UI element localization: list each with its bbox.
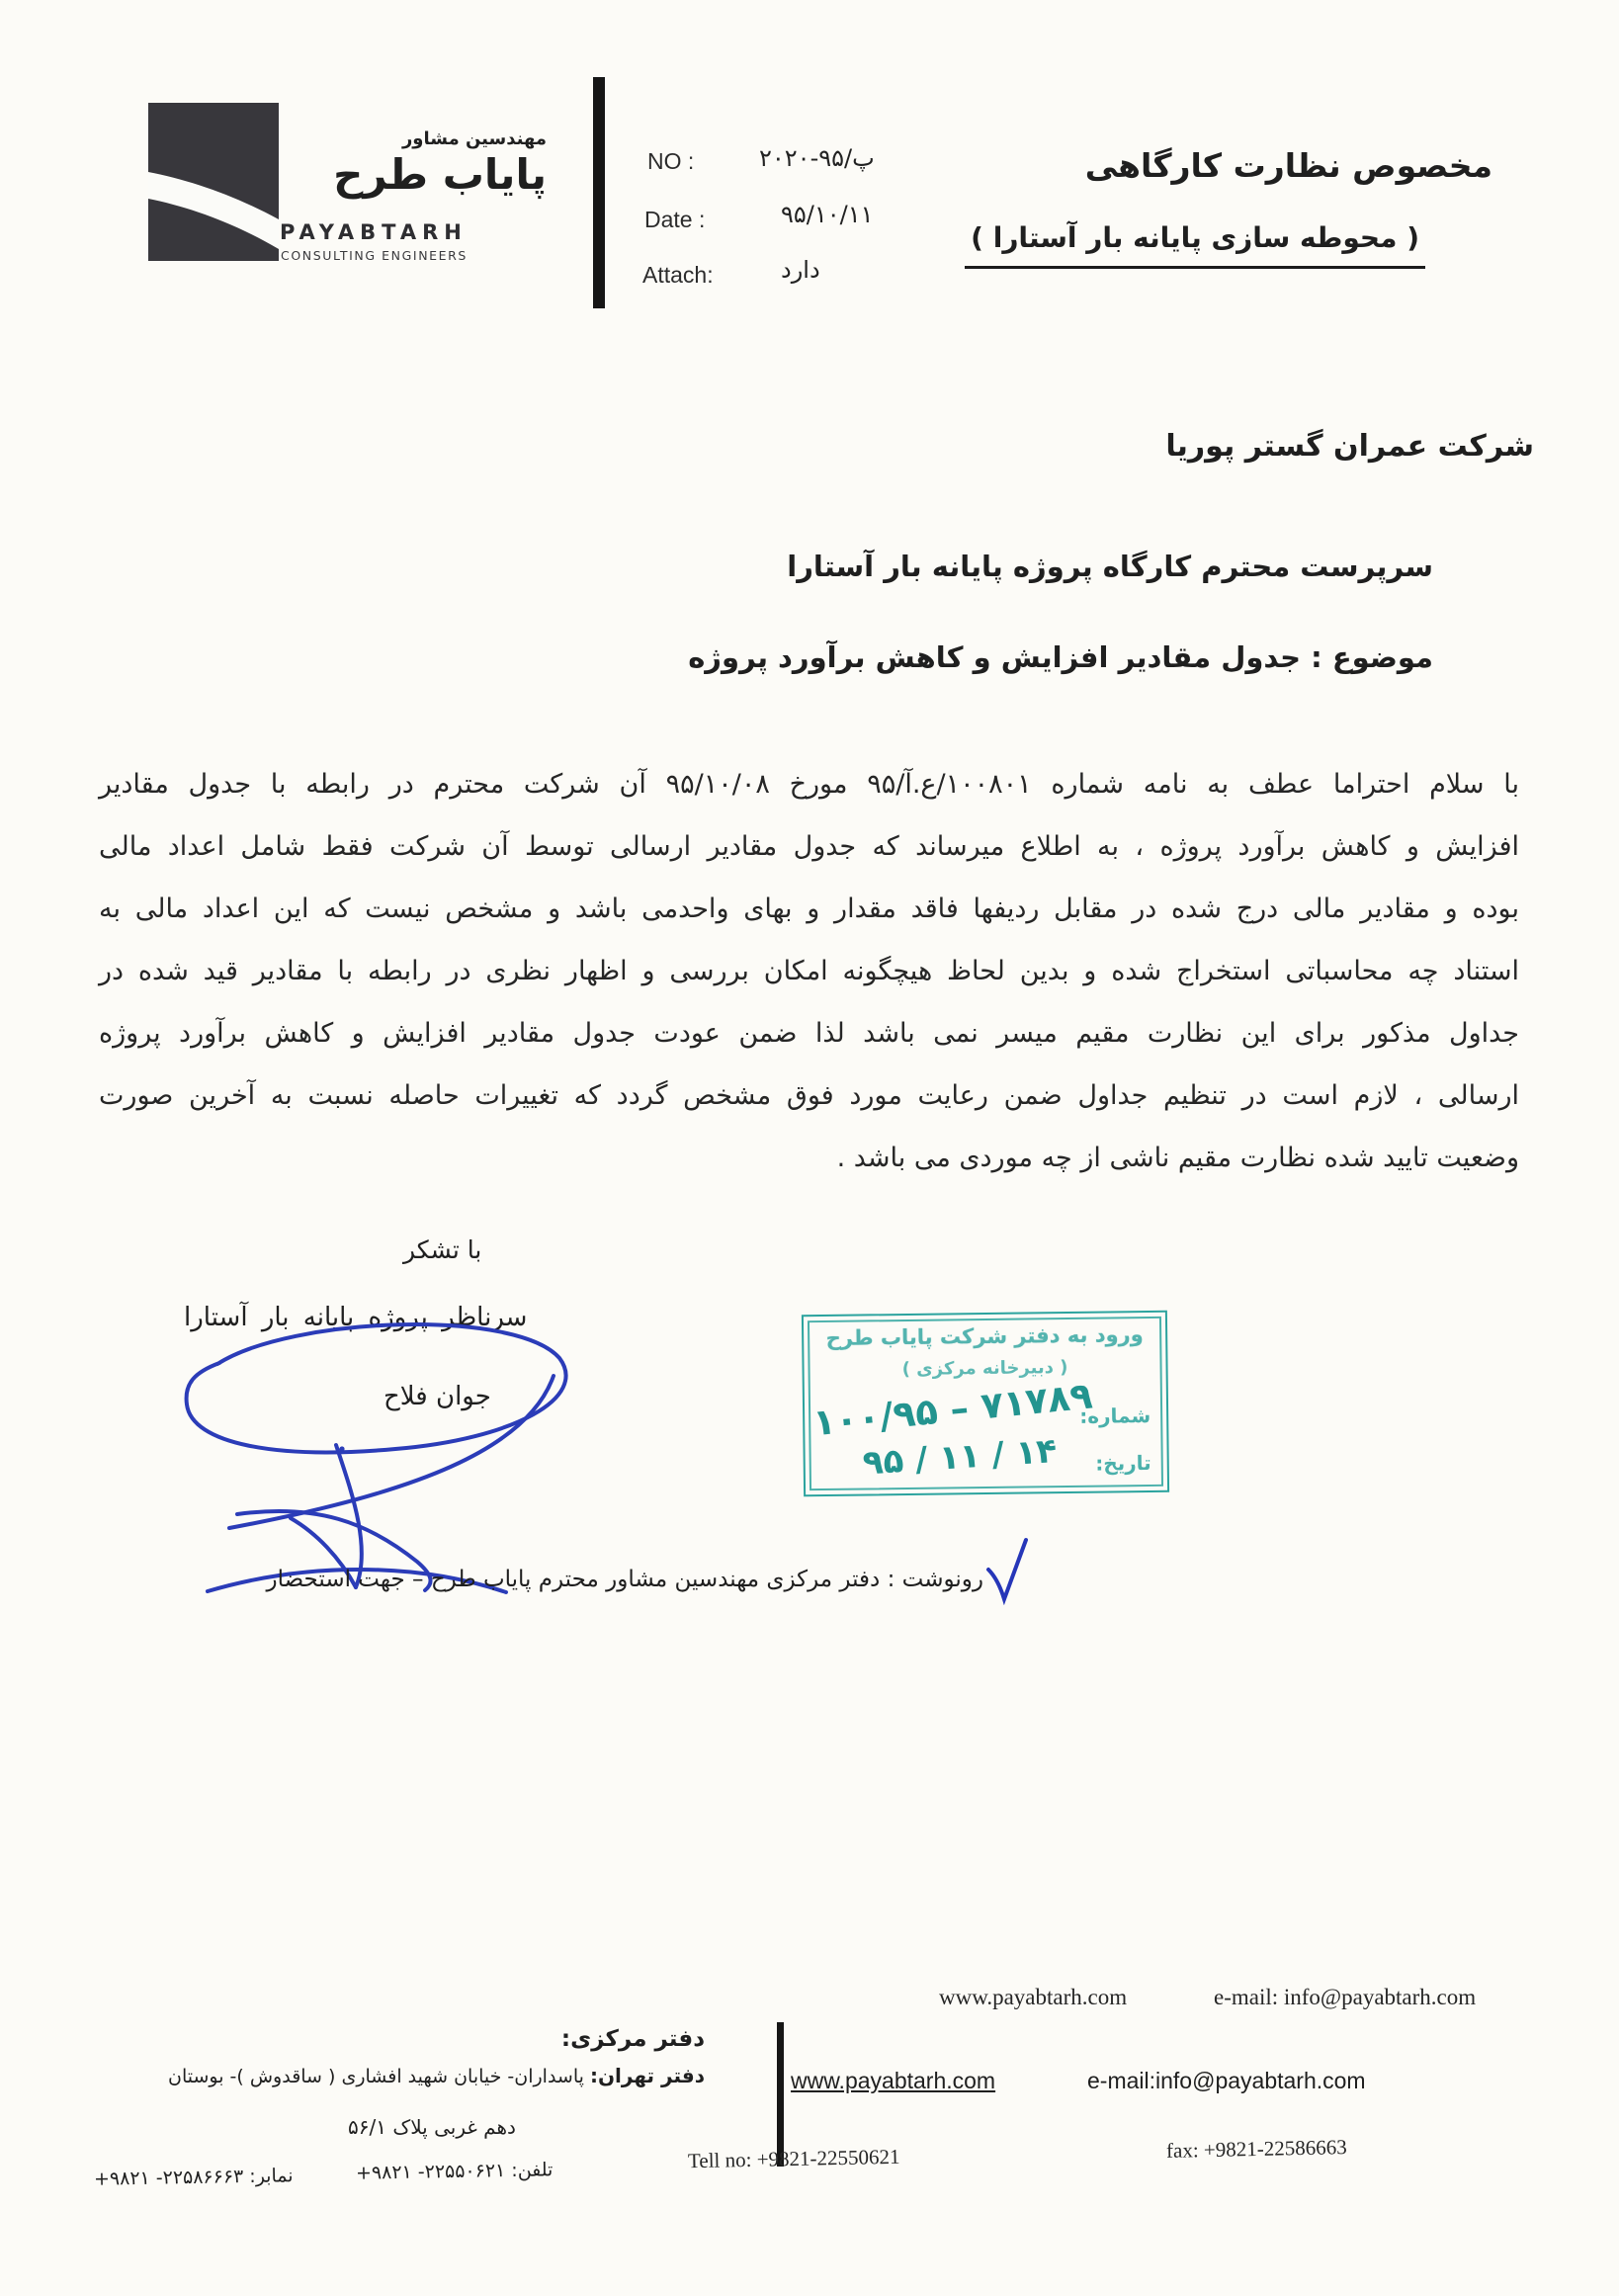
attach-label: Attach:	[642, 262, 714, 288]
body-line: جداول مذکور برای این نظارت مقیم میسر نمی باشد لذا ضمن عودت جدول مقادیر افزایش و کاهش برآورد پروژه	[99, 1018, 1519, 1049]
footer-email-top: e-mail: info@payabtarh.com	[1214, 1985, 1477, 2009]
handwritten-signature	[89, 1265, 623, 1601]
brand-english-sub: CONSULTING ENGINEERS	[281, 248, 468, 263]
fax-fa-line	[94, 2165, 294, 2190]
recipient-supervisor: سرپرست محترم کارگاه پروژه پایانه بار آستارا	[787, 550, 1433, 583]
no-value: پ/۹۵-۲۰۲۰	[759, 144, 875, 172]
tehran-office-label: دفتر تهران:	[589, 2064, 705, 2087]
footer-website-link: www.payabtarh.com	[791, 2068, 996, 2093]
head-office-label: دفتر مرکزی:	[560, 2026, 705, 2052]
phone-fa-label: تلفن:	[511, 2159, 554, 2181]
date-label: Date :	[644, 207, 706, 232]
body-line: استناد چه محاسباتی استخراج شده و بدین لحاظ هیچگونه امکان بررسی و اظهار نظری در رابطه با مقادیر قید شده در	[99, 956, 1519, 986]
signoff-name: جوان فلاح	[383, 1382, 491, 1411]
letter-body	[99, 753, 1519, 1189]
tehran-office-address2: دهم غربی پلاک ۵۶/۱	[348, 2115, 516, 2139]
checkmark-icon	[980, 1534, 1035, 1605]
brand-persian-large: پایاب طرح	[333, 150, 547, 199]
tehran-office-line	[168, 2064, 705, 2087]
no-label: NO :	[647, 148, 695, 174]
stamp-subtitle: ( دبیرخانه مرکزی )	[901, 1356, 1068, 1381]
body-line: با سلام احتراما عطف به نامه شماره ۱۰۰۸۰۱/ع.آ/۹۵ مورخ ۹۵/۱۰/۰۸ آن شرکت محترم در رابطه با جدول مقادیر	[99, 769, 1520, 800]
brand-english: PAYABTARH	[280, 220, 468, 244]
attach-value: دارد	[781, 256, 820, 284]
phone-fa-value: +۹۸۲۱ -۲۲۵۵۰۶۲۱	[355, 2160, 506, 2184]
body-line: افزایش و کاهش برآورد پروژه ، به اطلاع میرساند که جدول مقادیر ارسالی توسط آن شرکت فقط شامل اعداد مالی	[99, 831, 1519, 862]
footer-website-top: www.payabtarh.com	[939, 1985, 1128, 2009]
letter-type-subtitle: ( محوطه سازی پایانه بار آستارا )	[965, 221, 1425, 269]
fax-en-line: fax: +9821-22586663	[1165, 2135, 1347, 2163]
office-entry-stamp	[802, 1311, 1169, 1497]
footer-divider-bar	[777, 2022, 784, 2167]
stamp-number-label: شماره:	[1079, 1403, 1151, 1428]
fax-fa-label: نمابر:	[249, 2165, 294, 2188]
phone-fa-line	[356, 2159, 554, 2183]
signoff-role: سرناظر پروژه پایانه بار آستارا	[184, 1303, 528, 1332]
footer-email-mid: e-mail:info@payabtarh.com	[1087, 2068, 1366, 2093]
body-line: بوده و مقادیر مالی درج شده در مقابل ردیفها فاقد مقدار و بهای واحدمی باشد و مشخص نیست که این اعداد مالی به	[99, 893, 1519, 924]
stamp-date-value: ۹۵ / ۱۱ / ۱۴	[861, 1431, 1059, 1484]
recipient-company: شرکت عمران گستر پوریا	[1165, 429, 1534, 464]
tehran-office-address: پاسداران- خیابان شهید افشاری ( ساقدوش )- بوستان	[168, 2066, 590, 2087]
stamp-date-label: تاریخ:	[1095, 1450, 1151, 1476]
cc-note: رونوشت : دفتر مرکزی مهندسین مشاور محترم پایاب طرح – جهت استحضار	[266, 1567, 983, 1592]
fax-fa-value: +۹۸۲۱ -۲۲۵۸۶۶۶۳	[93, 2166, 244, 2190]
subject-line: موضوع : جدول مقادیر افزایش و کاهش برآورد پروژه	[688, 640, 1433, 674]
payabtarh-logo-icon	[148, 103, 279, 261]
letter-type-title: مخصوص نظارت کارگاهی	[1084, 146, 1492, 185]
body-line: وضعیت تایید شده نظارت مقیم ناشی از چه موردی می باشد .	[836, 1143, 1519, 1173]
stamp-number-value: ۱۰۰/۹۵ – ۷۱۷۸۹	[810, 1374, 1095, 1445]
date-value: ۹۵/۱۰/۱۱	[781, 201, 874, 228]
body-line: ارسالی ، لازم است در تنظیم جداول ضمن رعایت مورد فوق مشخص گردد که تغییرات حاصله نسبت به آخرین صورت	[99, 1080, 1519, 1111]
phone-en-line: Tell no: +9821-22550621	[687, 2144, 900, 2173]
stamp-title: ورود به دفتر شرکت پایاب طرح	[825, 1322, 1144, 1350]
brand-persian-small: مهندسین مشاور	[401, 128, 547, 149]
header-divider-bar	[593, 77, 605, 308]
signoff-thanks: با تشکر	[403, 1235, 482, 1264]
